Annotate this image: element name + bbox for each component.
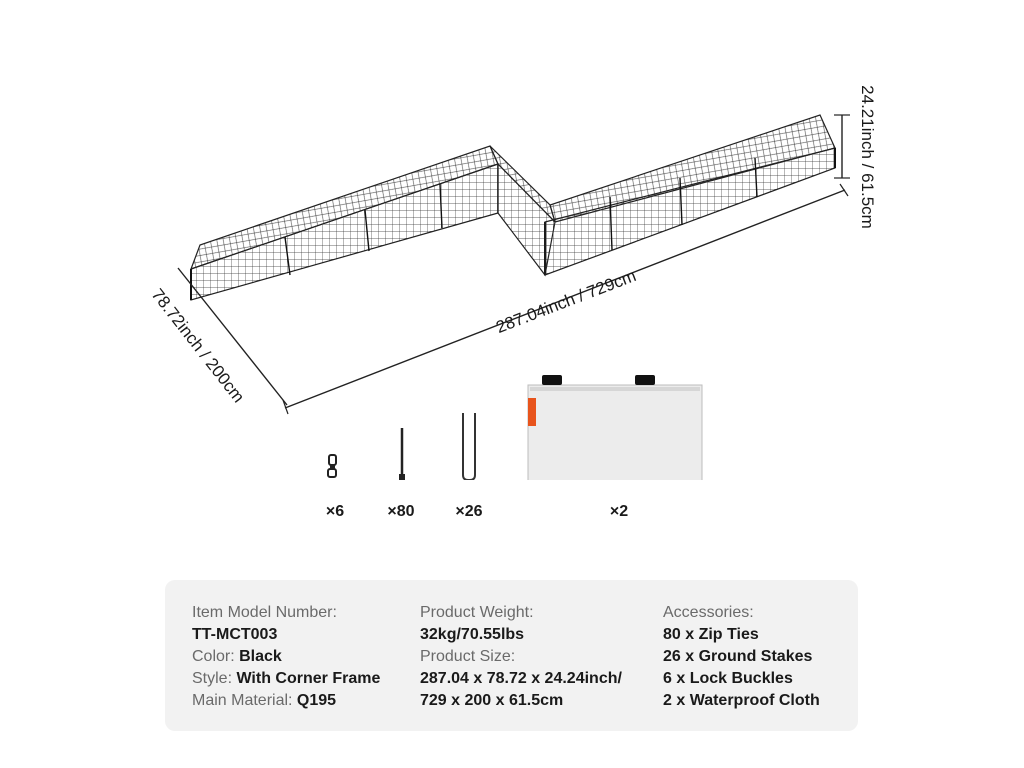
material-label: Main Material: bbox=[192, 692, 297, 709]
waterproof-cloth-icon bbox=[528, 375, 702, 480]
ground-stake-qty: ×26 bbox=[455, 503, 483, 520]
spec-column-identity bbox=[192, 602, 380, 712]
size-value-line-2: 729 x 200 x 61.5cm bbox=[420, 692, 564, 709]
style-value: With Corner Frame bbox=[236, 670, 381, 687]
spec-column-physical bbox=[420, 602, 622, 712]
accessory-item: 6 x Lock Buckles bbox=[663, 670, 793, 687]
lock-buckle-icon bbox=[328, 455, 336, 477]
accessory-item: 26 x Ground Stakes bbox=[663, 648, 813, 665]
accessory-icons bbox=[0, 360, 1024, 480]
spec-panel bbox=[165, 580, 858, 731]
color-row bbox=[192, 646, 380, 668]
ground-stake-icon bbox=[463, 413, 475, 480]
zip-tie-icon bbox=[399, 428, 405, 480]
waterproof-cloth-qty: ×2 bbox=[609, 503, 629, 520]
size-label: Product Size: bbox=[420, 648, 516, 665]
accessory-item: 2 x Waterproof Cloth bbox=[663, 692, 820, 709]
color-label: Color: bbox=[192, 648, 240, 665]
spec-column-accessories bbox=[663, 602, 820, 712]
accessories-label: Accessories: bbox=[663, 604, 754, 621]
height-label: 24.21inch / 61.5cm bbox=[857, 85, 877, 229]
style-row bbox=[192, 668, 380, 690]
model-label: Item Model Number: bbox=[192, 604, 337, 621]
material-row bbox=[192, 690, 380, 712]
weight-value: 32kg/70.55lbs bbox=[420, 626, 525, 643]
zip-tie-qty: ×80 bbox=[387, 503, 415, 520]
length-label: 287.04inch / 729cm bbox=[493, 266, 639, 337]
size-value-line-1: 287.04 x 78.72 x 24.24inch/ bbox=[420, 670, 622, 687]
weight-label: Product Weight: bbox=[420, 604, 534, 621]
accessory-item: 80 x Zip Ties bbox=[663, 626, 759, 643]
width-label: 78.72inch / 200cm bbox=[147, 285, 249, 407]
material-value: Q195 bbox=[296, 692, 337, 709]
model-value: TT-MCT003 bbox=[192, 626, 278, 643]
lock-buckle-qty: ×6 bbox=[325, 503, 345, 520]
color-value: Black bbox=[239, 648, 282, 665]
style-label: Style: bbox=[192, 670, 237, 687]
